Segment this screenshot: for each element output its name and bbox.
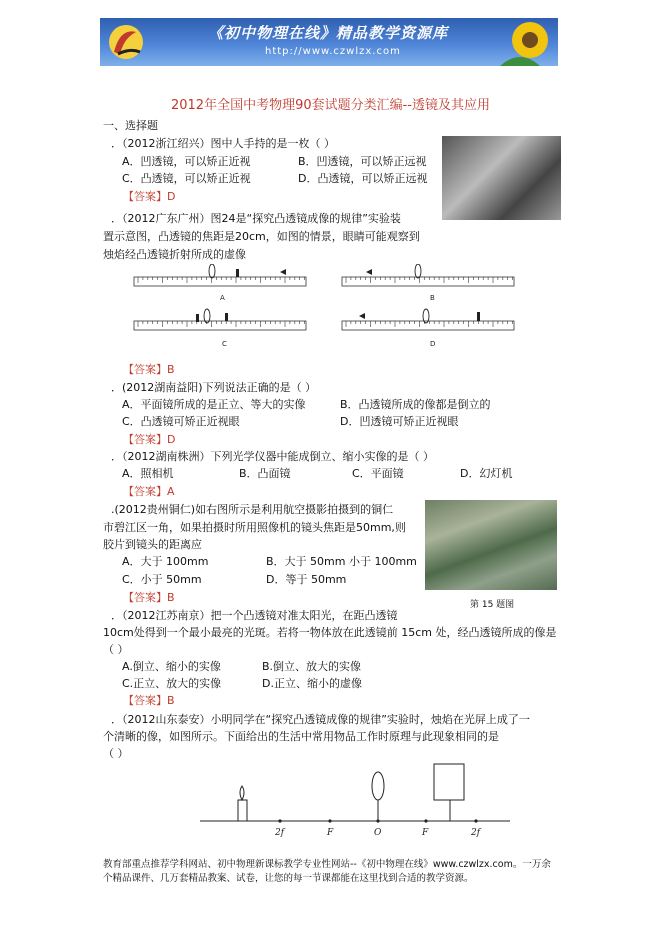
q4-stem: ．（2012湖南株洲）下列光学仪器中能成倒立、缩小实像的是（ ） [111, 450, 434, 463]
q3-option-b: B．凸透镜所成的像都是倒立的 [340, 398, 491, 411]
q6-option-a: A.倒立、缩小的实像 [122, 660, 221, 673]
q6-line3: （ ） [103, 643, 129, 656]
q5-line2: 市碧江区一角，如果拍摄时所用照像机的镜头焦距是50mm,则 [103, 521, 406, 534]
aerial-city-photo [425, 500, 557, 590]
site-logo-icon [106, 22, 146, 62]
q1-stem: ．（2012浙江绍兴）图中人手持的是一枚（ ） [111, 137, 335, 150]
q1-option-c: C．凸透镜，可以矫正近视 [122, 172, 251, 185]
q5-option-d: D．等于 50mm [266, 573, 347, 586]
answer-value: B [167, 591, 175, 604]
page-footer [103, 858, 573, 886]
answer-label: 【答案】 [123, 363, 167, 376]
banner-title: 《初中物理在线》精品教学资源库 [208, 24, 449, 42]
answer-value: B [167, 694, 175, 707]
q5-option-c: C．小于 50mm [122, 573, 202, 586]
q3-stem: ．(2012湖南益阳)下列说法正确的是（ ） [111, 381, 317, 394]
q1-option-a: A．凹透镜，可以矫正近视 [122, 155, 251, 168]
q4-option-c: C．平面镜 [352, 467, 404, 480]
q5-line3: 胶片到镜头的距离应 [103, 538, 202, 551]
footer-line-2: 个精品课件、几万套精品教案、试卷，让您的每一节课都能在这里找到合适的教学资源。 [103, 873, 474, 884]
answer-label: 【答案】 [123, 433, 167, 446]
q6-option-c: C.正立、放大的实像 [122, 677, 222, 690]
figure-label-d: D [430, 340, 436, 348]
q5-answer [123, 589, 175, 605]
answer-value: D [167, 433, 176, 446]
figure-label-a: A [220, 294, 225, 302]
q3-option-c: C．凸透镜可矫正近视眼 [122, 415, 240, 428]
sunflower-icon [490, 18, 558, 66]
q6-line2: 10cm处得到一个最小最亮的光斑。若将一物体放在此透镜前 15cm 处，经凸透镜所成的像是 [103, 626, 557, 639]
q6-answer [123, 692, 175, 708]
q4-answer [123, 483, 175, 499]
lens-bench-diagram [200, 760, 520, 840]
banner-url[interactable]: http://www.czwlzx.com [265, 46, 401, 57]
q6-option-b: B.倒立、放大的实像 [262, 660, 362, 673]
site-banner [100, 18, 558, 66]
q4-option-d: D．幻灯机 [460, 467, 513, 480]
page-title: 2012年全国中考物理90套试题分类汇编--透镜及其应用 [170, 98, 490, 113]
q1-option-b: B．凹透镜，可以矫正远视 [298, 155, 427, 168]
q3-option-a: A．平面镜所成的是正立、等大的实像 [122, 398, 306, 411]
axis-label-f-right: F [422, 828, 429, 838]
q3-answer [123, 431, 175, 447]
answer-value: B [167, 363, 175, 376]
q6-line1: ．（2012江苏南京）把一个凸透镜对准太阳光，在距凸透镜 [111, 609, 398, 622]
q1-answer [123, 188, 175, 204]
footer-line-1: 教育部重点推荐学科网站、初中物理新课标教学专业性网站--《初中物理在线》www.czwlzx.com。一万余 [103, 859, 551, 870]
q7-line1: ．（2012山东泰安）小明同学在“探究凸透镜成像的规律”实验时，烛焰在光屏上成了一 [111, 713, 530, 726]
q4-option-b: B．凸面镜 [239, 467, 291, 480]
q2-line3: 烛焰经凸透镜折射所成的虚像 [103, 248, 246, 261]
axis-label-2f-left: 2f [275, 828, 285, 838]
q7-line2: 个清晰的像，如图所示。下面给出的生活中常用物品工作时原理与此现象相同的是 [103, 730, 499, 743]
answer-label: 【答案】 [123, 485, 167, 498]
q2-line2: 置示意图，凸透镜的焦距是20cm，如图的情景，眼睛可能观察到 [103, 230, 420, 243]
figure-caption: 第 15 题图 [470, 600, 515, 610]
answer-value: D [167, 190, 176, 203]
q6-option-d: D.正立、缩小的虚像 [262, 677, 362, 690]
figure-label-b: B [430, 294, 435, 302]
figure-label-c: C [222, 340, 227, 348]
answer-label: 【答案】 [123, 694, 167, 707]
q1-option-d: D．凸透镜，可以矫正远视 [298, 172, 428, 185]
answer-label: 【答案】 [123, 591, 167, 604]
axis-label-f-left: F [327, 828, 334, 838]
optical-bench-figures [130, 264, 530, 356]
q4-option-a: A．照相机 [122, 467, 174, 480]
axis-label-2f-right: 2f [471, 828, 481, 838]
q2-answer [123, 361, 175, 377]
q5-option-b: B．大于 50mm 小于 100mm [266, 555, 417, 568]
answer-label: 【答案】 [123, 190, 167, 203]
section-heading: 一、选择题 [103, 119, 158, 132]
q3-option-d: D．凹透镜可矫正近视眼 [340, 415, 459, 428]
q5-line1: .(2012贵州铜仁)如右图所示是利用航空摄影拍摄到的铜仁 [111, 503, 394, 516]
answer-value: A [167, 485, 175, 498]
magnifier-photo [442, 136, 561, 220]
q7-line3: （ ） [103, 747, 129, 760]
q2-line1: ．（2012广东广州）图24是“探究凸透镜成像的规律”实验装 [111, 212, 401, 225]
q5-option-a: A．大于 100mm [122, 555, 209, 568]
axis-label-o: O [374, 828, 382, 838]
